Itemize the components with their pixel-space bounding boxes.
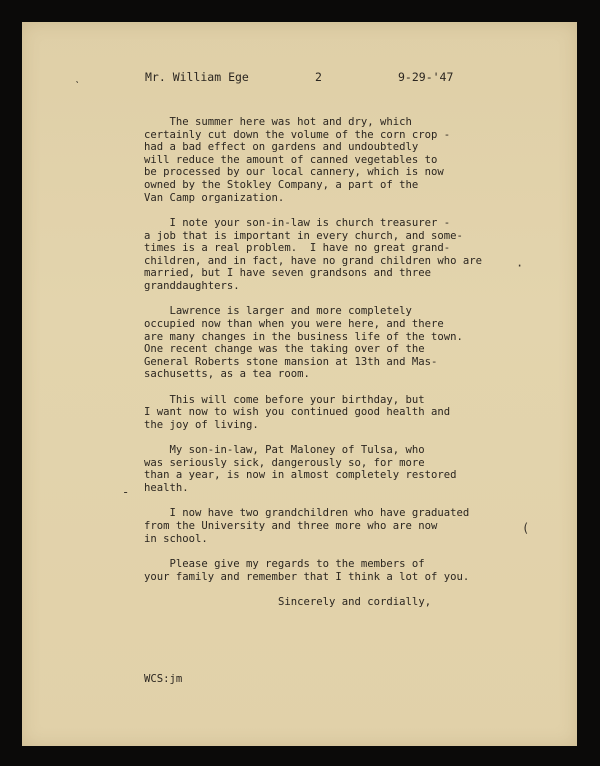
page-number: 2 xyxy=(315,70,322,84)
letter-body xyxy=(144,116,496,609)
letter-page xyxy=(22,22,577,746)
paper-speck: - xyxy=(122,485,130,499)
paragraph-son-in-law: I note your son-in-law is church treasurer - a job that is important in every church, and some- times is a real problem. I have no great grand- children, and in fact, have no grand children who are married, but I have seven grandsons and three granddaughters. xyxy=(144,216,483,292)
letter-header xyxy=(145,71,465,85)
letter-date: 9-29-'47 xyxy=(398,70,454,84)
paragraph-maloney: My son-in-law, Pat Maloney of Tulsa, who was seriously sick, dangerously so, for more than a year, is now in almost completely restored health. xyxy=(144,444,457,495)
paragraph-birthday: This will come before your birthday, but I want now to wish you continued good health and the joy of living. xyxy=(144,393,451,431)
paper-speck: ( xyxy=(522,521,530,535)
paragraph-grandchildren: I now have two grandchildren who have graduated from the University and three more who are now in school. xyxy=(144,507,470,545)
paragraph-crop: The summer here was hot and dry, which certainly cut down the volume of the corn crop - had a bad effect on gardens and undoubtedly will reduce the amount of canned vegetables to be processed by our local cannery, which is now owned by the Stokley Company, a part of the Van Camp organization. xyxy=(144,116,451,204)
recipient-name: Mr. William Ege xyxy=(145,70,249,84)
paragraph-regards: Please give my regards to the members of your family and remember that I think a lot of you. xyxy=(144,558,470,583)
paragraph-lawrence: Lawrence is larger and more completely occupied now than when you were here, and there are many changes in the business life of the town. One recent change was the taking over of the General Roberts stone mansion at 13th and Mas- sachusetts, as a tea room. xyxy=(144,305,463,381)
closing-salutation: Sincerely and cordially, xyxy=(278,595,432,608)
typist-initials: WCS:jm xyxy=(144,673,183,685)
paper-speck: · xyxy=(516,259,524,273)
paper-speck: ˋ xyxy=(74,79,82,93)
